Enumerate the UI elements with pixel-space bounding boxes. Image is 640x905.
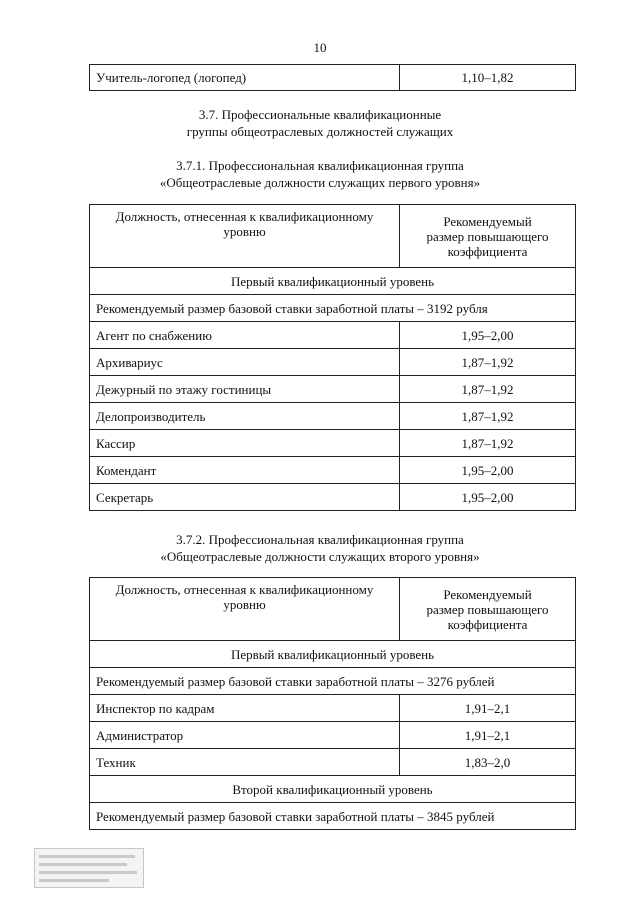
group2-table	[89, 577, 576, 830]
coefficient-cell: 1,95–2,00	[400, 484, 576, 511]
position-cell: Дежурный по этажу гостиницы	[90, 376, 400, 403]
header-text: уровню	[223, 224, 266, 239]
section-title	[0, 106, 640, 140]
group1-title	[0, 157, 640, 191]
coefficient-cell: 1,10–1,82	[400, 65, 576, 91]
header-text: коэффициента	[447, 243, 528, 259]
position-cell: Кассир	[90, 430, 400, 457]
table-row	[90, 457, 576, 484]
table-row	[90, 403, 576, 430]
level-row	[90, 268, 576, 295]
level-row	[90, 776, 576, 803]
header-text: Рекомендуемый	[443, 213, 532, 229]
table-row	[90, 65, 576, 91]
position-cell: Учитель-логопед (логопед)	[90, 65, 400, 91]
group1-table	[89, 204, 576, 511]
page-number: 10	[313, 40, 327, 55]
position-cell: Архивариус	[90, 349, 400, 376]
base-rate-label: Рекомендуемый размер базовой ставки заработной платы – 3192 рубля	[90, 295, 576, 322]
table-row	[90, 695, 576, 722]
group2-title	[0, 531, 640, 565]
header-coefficient	[400, 578, 576, 641]
coefficient-cell: 1,83–2,0	[400, 749, 576, 776]
coefficient-cell: 1,87–1,92	[400, 403, 576, 430]
coefficient-cell: 1,91–2,1	[400, 722, 576, 749]
group2-title-line: 3.7.2. Профессиональная квалификационная группа	[176, 532, 464, 547]
position-cell: Секретарь	[90, 484, 400, 511]
coefficient-cell: 1,87–1,92	[400, 430, 576, 457]
header-text: размер повышающего	[426, 228, 549, 244]
base-rate-label: Рекомендуемый размер базовой ставки заработной платы – 3845 рублей	[90, 803, 576, 830]
position-cell: Комендант	[90, 457, 400, 484]
position-cell: Администратор	[90, 722, 400, 749]
table-row	[90, 322, 576, 349]
coefficient-cell: 1,95–2,00	[400, 457, 576, 484]
level-label: Первый квалификационный уровень	[90, 641, 576, 668]
base-rate-row	[90, 803, 576, 830]
group1-title-line: 3.7.1. Профессиональная квалификационная группа	[176, 158, 464, 173]
table-row	[90, 376, 576, 403]
header-text: Должность, отнесенная к квалификационному	[115, 582, 374, 597]
position-cell: Делопроизводитель	[90, 403, 400, 430]
continuation-table	[89, 64, 576, 91]
position-cell: Инспектор по кадрам	[90, 695, 400, 722]
table-row	[90, 484, 576, 511]
table-header-row	[90, 205, 576, 268]
section-title-line: 3.7. Профессиональные квалификационные	[198, 107, 442, 122]
position-cell: Техник	[90, 749, 400, 776]
level-label: Первый квалификационный уровень	[90, 268, 576, 295]
table-row	[90, 430, 576, 457]
table-row	[90, 349, 576, 376]
header-coefficient	[400, 205, 576, 268]
table-header-row	[90, 578, 576, 641]
base-rate-row	[90, 295, 576, 322]
header-text: коэффициента	[447, 616, 528, 632]
base-rate-label: Рекомендуемый размер базовой ставки заработной платы – 3276 рублей	[90, 668, 576, 695]
group2-title-line: «Общеотраслевые должности служащих второго уровня»	[160, 549, 480, 564]
group1-title-line: «Общеотраслевые должности служащих первого уровня»	[159, 175, 481, 190]
coefficient-cell: 1,87–1,92	[400, 349, 576, 376]
level-row	[90, 641, 576, 668]
coefficient-cell: 1,95–2,00	[400, 322, 576, 349]
header-position	[90, 205, 400, 268]
base-rate-row	[90, 668, 576, 695]
coefficient-cell: 1,91–2,1	[400, 695, 576, 722]
header-text: Рекомендуемый	[443, 586, 532, 602]
header-text: Должность, отнесенная к квалификационному	[115, 209, 374, 224]
coefficient-cell: 1,87–1,92	[400, 376, 576, 403]
faded-stamp	[34, 848, 144, 888]
header-text: уровню	[223, 597, 266, 612]
table-row	[90, 722, 576, 749]
header-position	[90, 578, 400, 641]
header-text: размер повышающего	[426, 601, 549, 617]
table-row	[90, 749, 576, 776]
level-label: Второй квалификационный уровень	[90, 776, 576, 803]
section-title-line: группы общеотраслевых должностей служащих	[186, 124, 454, 139]
position-cell: Агент по снабжению	[90, 322, 400, 349]
